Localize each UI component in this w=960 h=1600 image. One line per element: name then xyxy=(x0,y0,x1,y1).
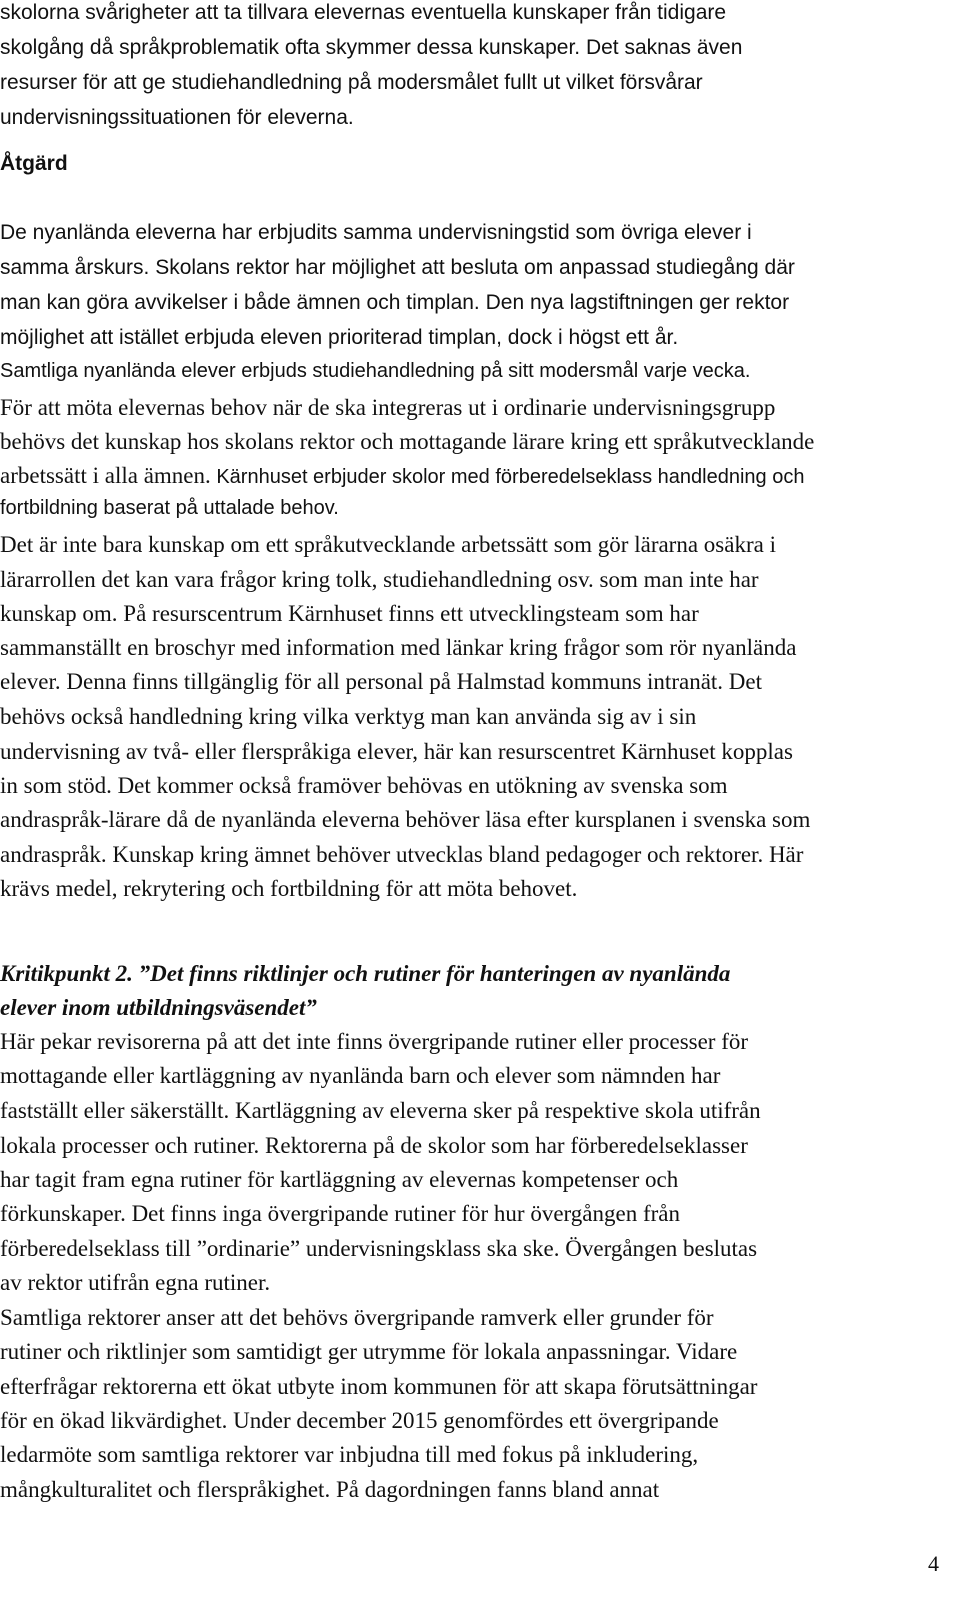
line-text: sammanställt en broschyr med information med länkar kring frågor som rör nyanlända xyxy=(0,635,797,660)
line-text: man kan göra avvikelser i både ämnen och timplan. xyxy=(0,291,480,314)
line-text: Här pekar revisorerna på att det inte finns övergripande rutiner eller processer för xyxy=(0,1029,749,1054)
line-text: krävs medel, rekrytering och fortbildning för att möta behovet. xyxy=(0,876,578,901)
line-text: För att möta elevernas behov när de ska integreras ut i ordinarie undervisningsgrupp xyxy=(0,395,776,420)
heading-text: Kritikpunkt 2. ”Det finns riktlinjer och rutiner för hanteringen av nyanlända xyxy=(0,961,731,986)
text-line xyxy=(0,257,795,278)
line-text: elever. Denna finns tillgänglig för all personal på Halmstad kommuns intranät. Det xyxy=(0,669,762,694)
text-line xyxy=(0,72,703,93)
line-text: Samtliga rektorer anser att det behövs övergripande ramverk eller grunder för xyxy=(0,1305,714,1330)
page-number: 4 xyxy=(928,1551,939,1576)
text-line xyxy=(0,327,678,348)
line-text: fastställt eller säkerställt. Kartläggning av eleverna sker på respektive skola utifrån xyxy=(0,1098,761,1123)
text-line xyxy=(0,1099,761,1122)
line-text: behövs det kunskap hos skolans rektor och mottagande lärare kring ett språkutvecklande xyxy=(0,429,815,454)
line-text: skolgång då språkproblematik ofta skymmer dessa kunskaper. Det saknas även xyxy=(0,36,743,59)
line-text: lärarrollen det kan vara frågor kring tolk, studiehandledning osv. som man inte har xyxy=(0,567,759,592)
line-text: förkunskaper. Det finns inga övergripande rutiner för hur övergången från xyxy=(0,1201,680,1226)
text-line xyxy=(0,1340,737,1363)
text-line xyxy=(0,1375,757,1398)
line-text: arbetssätt i alla ämnen. xyxy=(0,463,211,488)
text-line xyxy=(0,37,742,58)
text-line xyxy=(0,1409,719,1432)
text-line xyxy=(0,1478,659,1501)
text-line xyxy=(0,1030,748,1053)
line-text: fortbildning baserat på uttalade behov. xyxy=(0,497,339,519)
line-text: förberedelseklass till ”ordinarie” undervisningsklass ska ske. Övergången beslutas xyxy=(0,1236,758,1261)
text-line xyxy=(0,1443,698,1466)
text-line xyxy=(0,670,762,693)
line-text: undervisningssituationen för eleverna. xyxy=(0,106,354,129)
text-line xyxy=(0,1202,680,1225)
line-text: De nyanlända eleverna har erbjudits samma undervisningstid som övriga elever i xyxy=(0,221,752,244)
text-line xyxy=(0,843,803,866)
line-text: Samtliga nyanlända elever erbjuds studiehandledning på sitt modersmål varje vecka. xyxy=(0,360,751,382)
text-line xyxy=(0,1271,270,1294)
line-text: efterfrågar rektorerna ett ökat utbyte inom kommunen för att skapa förutsättningar xyxy=(0,1374,758,1399)
text-line xyxy=(0,292,789,313)
line-text: har tagit fram egna rutiner för kartläggning av elevernas kompetenser och xyxy=(0,1167,679,1192)
text-line xyxy=(0,877,577,900)
line-text: Skolans rektor har möjlighet att besluta om anpassad studiegång där xyxy=(149,256,795,279)
line-text: ledarmöte som samtliga rektorer var inbjudna till med fokus på inkludering, xyxy=(0,1442,699,1467)
text-line xyxy=(0,430,814,453)
text-line xyxy=(0,740,793,763)
text-line xyxy=(0,396,775,419)
text-line xyxy=(0,498,339,518)
line-text: resurser för att ge studiehandledning på modersmålet fullt ut vilket försvårar xyxy=(0,71,703,94)
section-heading xyxy=(0,962,730,985)
text-line xyxy=(0,1134,748,1157)
line-text: behövs också handledning kring vilka verktyg man kan använda sig av i sin xyxy=(0,704,697,729)
text-line xyxy=(0,361,750,381)
line-text: mottagande eller kartläggning av nyanlända barn och elever som nämnden har xyxy=(0,1063,721,1088)
section-heading xyxy=(0,153,68,174)
line-text: rutiner och riktlinjer som samtidigt ger utrymme för lokala anpassningar. Vidare xyxy=(0,1339,738,1364)
heading-text: Åtgärd xyxy=(0,152,68,175)
line-text: av rektor utifrån egna rutiner. xyxy=(0,1270,271,1295)
line-text: Den nya lagstiftningen ger rektor xyxy=(479,291,790,314)
text-line xyxy=(0,705,696,728)
text-line xyxy=(0,636,796,659)
text-line xyxy=(0,464,804,487)
line-text: undervisning av två- eller flerspråkiga elever, här kan resurscentret Kärnhuset kopplas xyxy=(0,739,793,764)
text-line xyxy=(0,533,776,556)
line-text: in som stöd. Det kommer också framöver behövas en utökning av svenska som xyxy=(0,773,728,798)
line-text: lokala processer och rutiner. Rektorerna på de skolor som har förberedelseklasser xyxy=(0,1133,748,1158)
line-text: mångkulturalitet och flerspråkighet. På dagordningen fanns bland annat xyxy=(0,1477,660,1502)
line-text: Kärnhuset erbjuder skolor med förberedelseklass handledning och xyxy=(210,466,805,488)
line-text: kunskap om. På resurscentrum Kärnhuset finns ett utvecklingsteam som har xyxy=(0,601,699,626)
text-line xyxy=(0,1237,757,1260)
section-heading xyxy=(0,996,317,1019)
text-line xyxy=(0,1064,720,1087)
line-text: samma årskurs. xyxy=(0,256,150,279)
line-text: andraspråk-lärare då de nyanlända eleverna behöver läsa efter kursplanen i svenska som xyxy=(0,807,811,832)
line-text: skolorna svårigheter att ta tillvara elevernas eventuella kunskaper från tidigare xyxy=(0,1,727,24)
text-line xyxy=(0,107,354,128)
heading-text: elever inom utbildningsväsendet” xyxy=(0,995,317,1020)
text-line xyxy=(0,808,810,831)
line-text: andraspråk. Kunskap kring ämnet behöver utvecklas bland pedagoger och rektorer. Här xyxy=(0,842,804,867)
text-line xyxy=(0,2,726,23)
line-text: Det är inte bara kunskap om ett språkutvecklande arbetssätt som gör lärarna osäkra i xyxy=(0,532,776,557)
text-line xyxy=(0,774,728,797)
text-line xyxy=(0,1168,678,1191)
text-line xyxy=(0,1306,714,1329)
text-line xyxy=(0,602,699,625)
line-text: för en ökad likvärdighet. Under december 2015 genomfördes ett övergripande xyxy=(0,1408,719,1433)
text-line xyxy=(0,568,759,591)
line-text: möjlighet att istället erbjuda eleven prioriterad timplan, dock i högst ett år. xyxy=(0,326,679,349)
text-line xyxy=(0,222,752,243)
